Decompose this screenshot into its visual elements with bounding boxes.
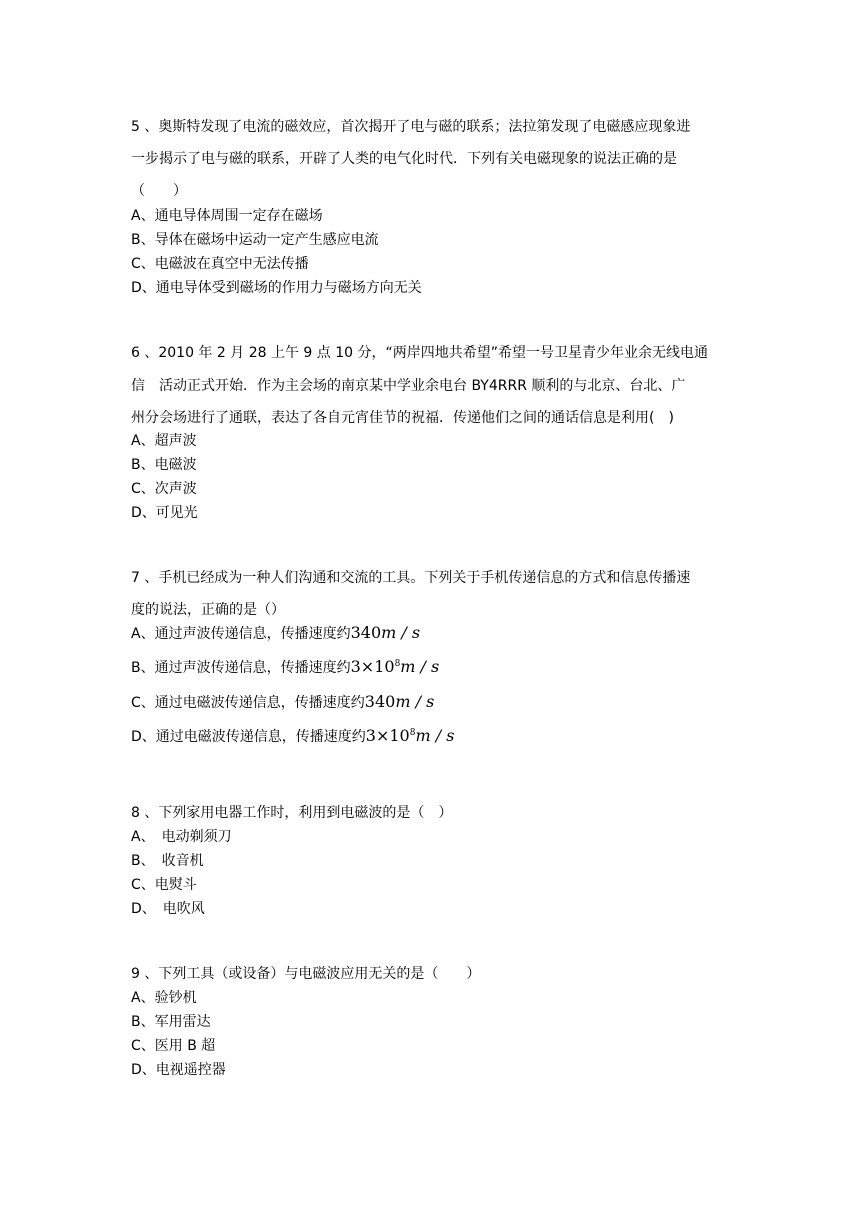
q7-option-a — [131, 624, 420, 643]
q7-option-c — [131, 693, 434, 712]
q7-option-b-exp: 8 — [394, 659, 401, 669]
q9-option-a: A、验钞机 — [131, 990, 197, 1006]
q7-option-d-coef: 3×10 — [365, 726, 410, 745]
q8-option-c: C、电熨斗 — [131, 877, 197, 893]
q6-option-d: D、可见光 — [131, 505, 198, 521]
q5-option-a: A、通电导体周围一定存在磁场 — [131, 208, 323, 224]
q6-stem-line-2: 信 活动正式开始．作为主会场的南京某中学业余电台 BY4RRR 顺利的与北京、台北、广 — [131, 378, 686, 394]
q9-option-c: C、医用 B 超 — [131, 1038, 216, 1054]
q5-option-b: B、导体在磁场中运动一定产生感应电流 — [131, 232, 379, 248]
q7-option-c-coef: 340 — [364, 692, 396, 711]
q6-option-c: C、次声波 — [131, 481, 197, 497]
q9-stem-line-1: 9 、下列工具（或设备）与电磁波应用无关的是（ ） — [131, 966, 481, 982]
q7-stem-line-2: 度的说法，正确的是（） — [131, 602, 285, 618]
q6-stem-line-1: 6 、2010 年 2 月 28 上午 9 点 10 分，“两岸四地共希望”希望一号卫星青少年业余无线电通 — [131, 345, 708, 361]
q9-option-b: B、军用雷达 — [131, 1014, 211, 1030]
q5-stem-line-3: （ ） — [131, 183, 187, 199]
q6-stem-line-3: 州分会场进行了通联，表达了各自元宵佳节的祝福．传递他们之间的通话信息是利用( ) — [131, 410, 674, 426]
q6-option-a: A、超声波 — [131, 433, 197, 449]
q7-option-d-speed — [366, 726, 455, 745]
q5-option-d: D、通电导体受到磁场的作用力与磁场方向无关 — [131, 280, 422, 296]
q9-option-d: D、电视遥控器 — [131, 1062, 226, 1078]
q7-option-c-speed — [365, 692, 435, 711]
q7-option-d — [131, 727, 454, 746]
q7-option-b-speed — [351, 657, 440, 676]
q7-option-c-text: C、通过电磁波传递信息，传播速度约 — [131, 695, 365, 711]
q7-option-b-coef: 3×10 — [350, 657, 395, 676]
q7-option-d-exp: 8 — [409, 728, 416, 738]
q6-option-b: B、电磁波 — [131, 457, 197, 473]
q8-stem-line-1: 8 、下列家用电器工作时，利用到电磁波的是（ ） — [131, 805, 453, 821]
q7-option-d-text: D、通过电磁波传递信息，传播速度约 — [131, 729, 366, 745]
q7-option-b-text: B、通过声波传递信息，传播速度约 — [131, 660, 351, 676]
q7-option-b-unit: m / s — [400, 657, 440, 676]
q8-option-a: A、 电动剃须刀 — [131, 829, 232, 845]
q5-stem-line-1: 5 、奥斯特发现了电流的磁效应，首次揭开了电与磁的联系；法拉第发现了电磁感应现象进 — [131, 119, 691, 135]
q8-option-d: D、 电吹风 — [131, 901, 205, 917]
q7-option-a-text: A、通过声波传递信息，传播速度约 — [131, 626, 351, 642]
q7-option-a-speed — [351, 623, 421, 642]
q7-option-a-unit: m / s — [381, 623, 421, 642]
q8-option-b: B、 收音机 — [131, 853, 204, 869]
q7-option-d-unit: m / s — [415, 726, 455, 745]
q7-option-a-coef: 340 — [350, 623, 382, 642]
q5-option-c: C、电磁波在真空中无法传播 — [131, 256, 309, 272]
q7-option-c-unit: m / s — [395, 692, 435, 711]
q7-option-b — [131, 658, 439, 677]
q5-stem-line-2: 一步揭示了电与磁的联系，开辟了人类的电气化时代．下列有关电磁现象的说法正确的是 — [131, 151, 677, 167]
q7-stem-line-1: 7 、手机已经成为一种人们沟通和交流的工具。下列关于手机传递信息的方式和信息传播速 — [131, 570, 691, 586]
